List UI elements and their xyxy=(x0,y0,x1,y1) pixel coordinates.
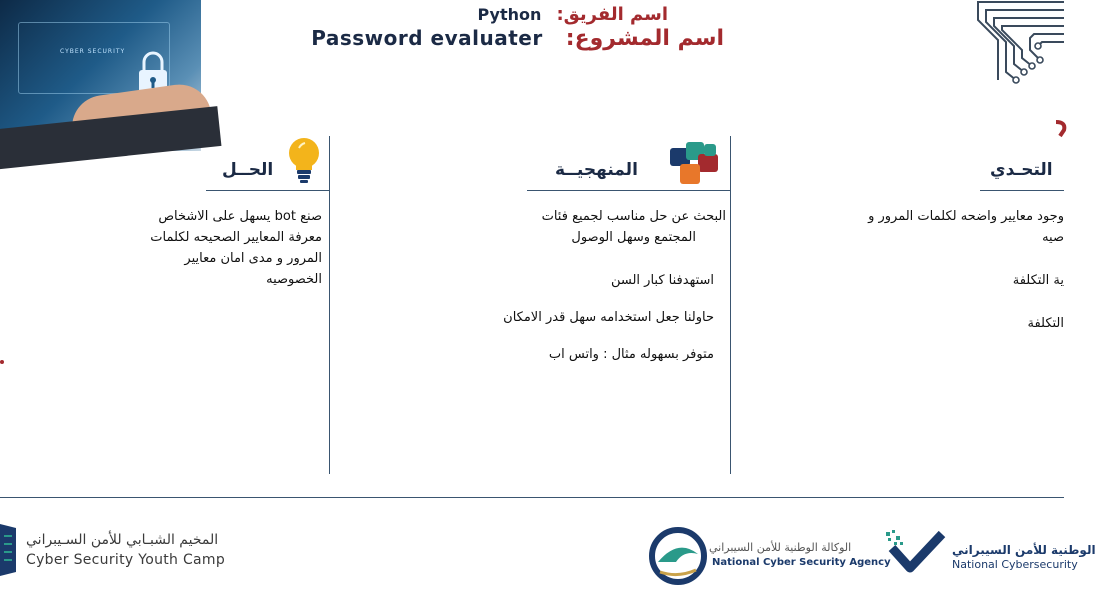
camp-logo-icon xyxy=(0,520,18,580)
lightbulb-icon xyxy=(287,136,321,186)
solution-line: معرفة المعايير الصحيحه لكلمات xyxy=(150,230,322,245)
challenge-title: التحـدي xyxy=(990,160,1053,180)
method-line: البحث عن حل مناسب لجميع فئات xyxy=(541,209,726,224)
solution-title: الحــل xyxy=(222,160,274,180)
method-text xyxy=(470,206,726,365)
eagle-logo-icon xyxy=(650,528,706,584)
method-line: المجتمع وسهل الوصول xyxy=(571,230,696,245)
challenge-text xyxy=(824,206,1064,334)
screen-caption: CYBER SECURITY xyxy=(60,48,126,55)
red-mark-icon xyxy=(1054,118,1068,140)
ncs-logo-icon xyxy=(884,528,948,576)
camp-name-ar: المخيم الشبـابي للأمن السـيبراني xyxy=(26,532,219,548)
column-divider-right xyxy=(730,136,731,474)
team-label: اسم الفريق: xyxy=(556,4,668,25)
challenge-line: التكلفة xyxy=(1027,316,1064,331)
solution-text xyxy=(130,206,322,290)
agency-name-ar: الوكالة الوطنية للأمن السيبراني xyxy=(709,541,852,554)
project-label: اسم المشروع: xyxy=(565,26,724,51)
ncs-name-en: National Cybersecurity xyxy=(952,558,1078,571)
challenge-line: صيه xyxy=(1042,230,1064,245)
column-divider-left xyxy=(329,136,330,474)
project-value: Password evaluater xyxy=(311,26,543,50)
circuit-icon xyxy=(972,0,1064,80)
header-photo xyxy=(0,0,201,151)
method-line: حاولنا جعل استخدامه سهل قدر الامكان xyxy=(503,310,714,325)
method-line: متوفر بسهوله مثال : واتس اب xyxy=(548,347,714,362)
footer-divider xyxy=(0,497,1064,498)
solution-line: صنع bot يسهل على الاشخاص xyxy=(158,209,322,224)
agency-name-en: National Cyber Security Agency xyxy=(712,557,891,568)
challenge-line: ية التكلفة xyxy=(1012,273,1064,288)
challenge-line: وجود معايير واضحه لكلمات المرور و xyxy=(868,209,1064,224)
solution-line: المرور و مدى امان معايير xyxy=(184,251,322,266)
ncs-name-ar: الوطنية للأمن السيبراني xyxy=(952,543,1096,557)
solution-line: الخصوصيه xyxy=(266,272,322,287)
puzzle-icon xyxy=(666,140,724,190)
camp-name-en: Cyber Security Youth Camp xyxy=(26,552,226,568)
red-dot xyxy=(0,360,4,364)
method-line: استهدفنا كبار السن xyxy=(610,273,714,288)
project-line xyxy=(311,26,724,51)
heading-underline-method xyxy=(527,190,730,191)
team-line xyxy=(478,4,668,25)
heading-underline-solution xyxy=(206,190,329,191)
heading-underline-challenge xyxy=(980,190,1064,191)
method-title: المنهجيــة xyxy=(555,160,638,180)
team-value: Python xyxy=(477,5,542,24)
